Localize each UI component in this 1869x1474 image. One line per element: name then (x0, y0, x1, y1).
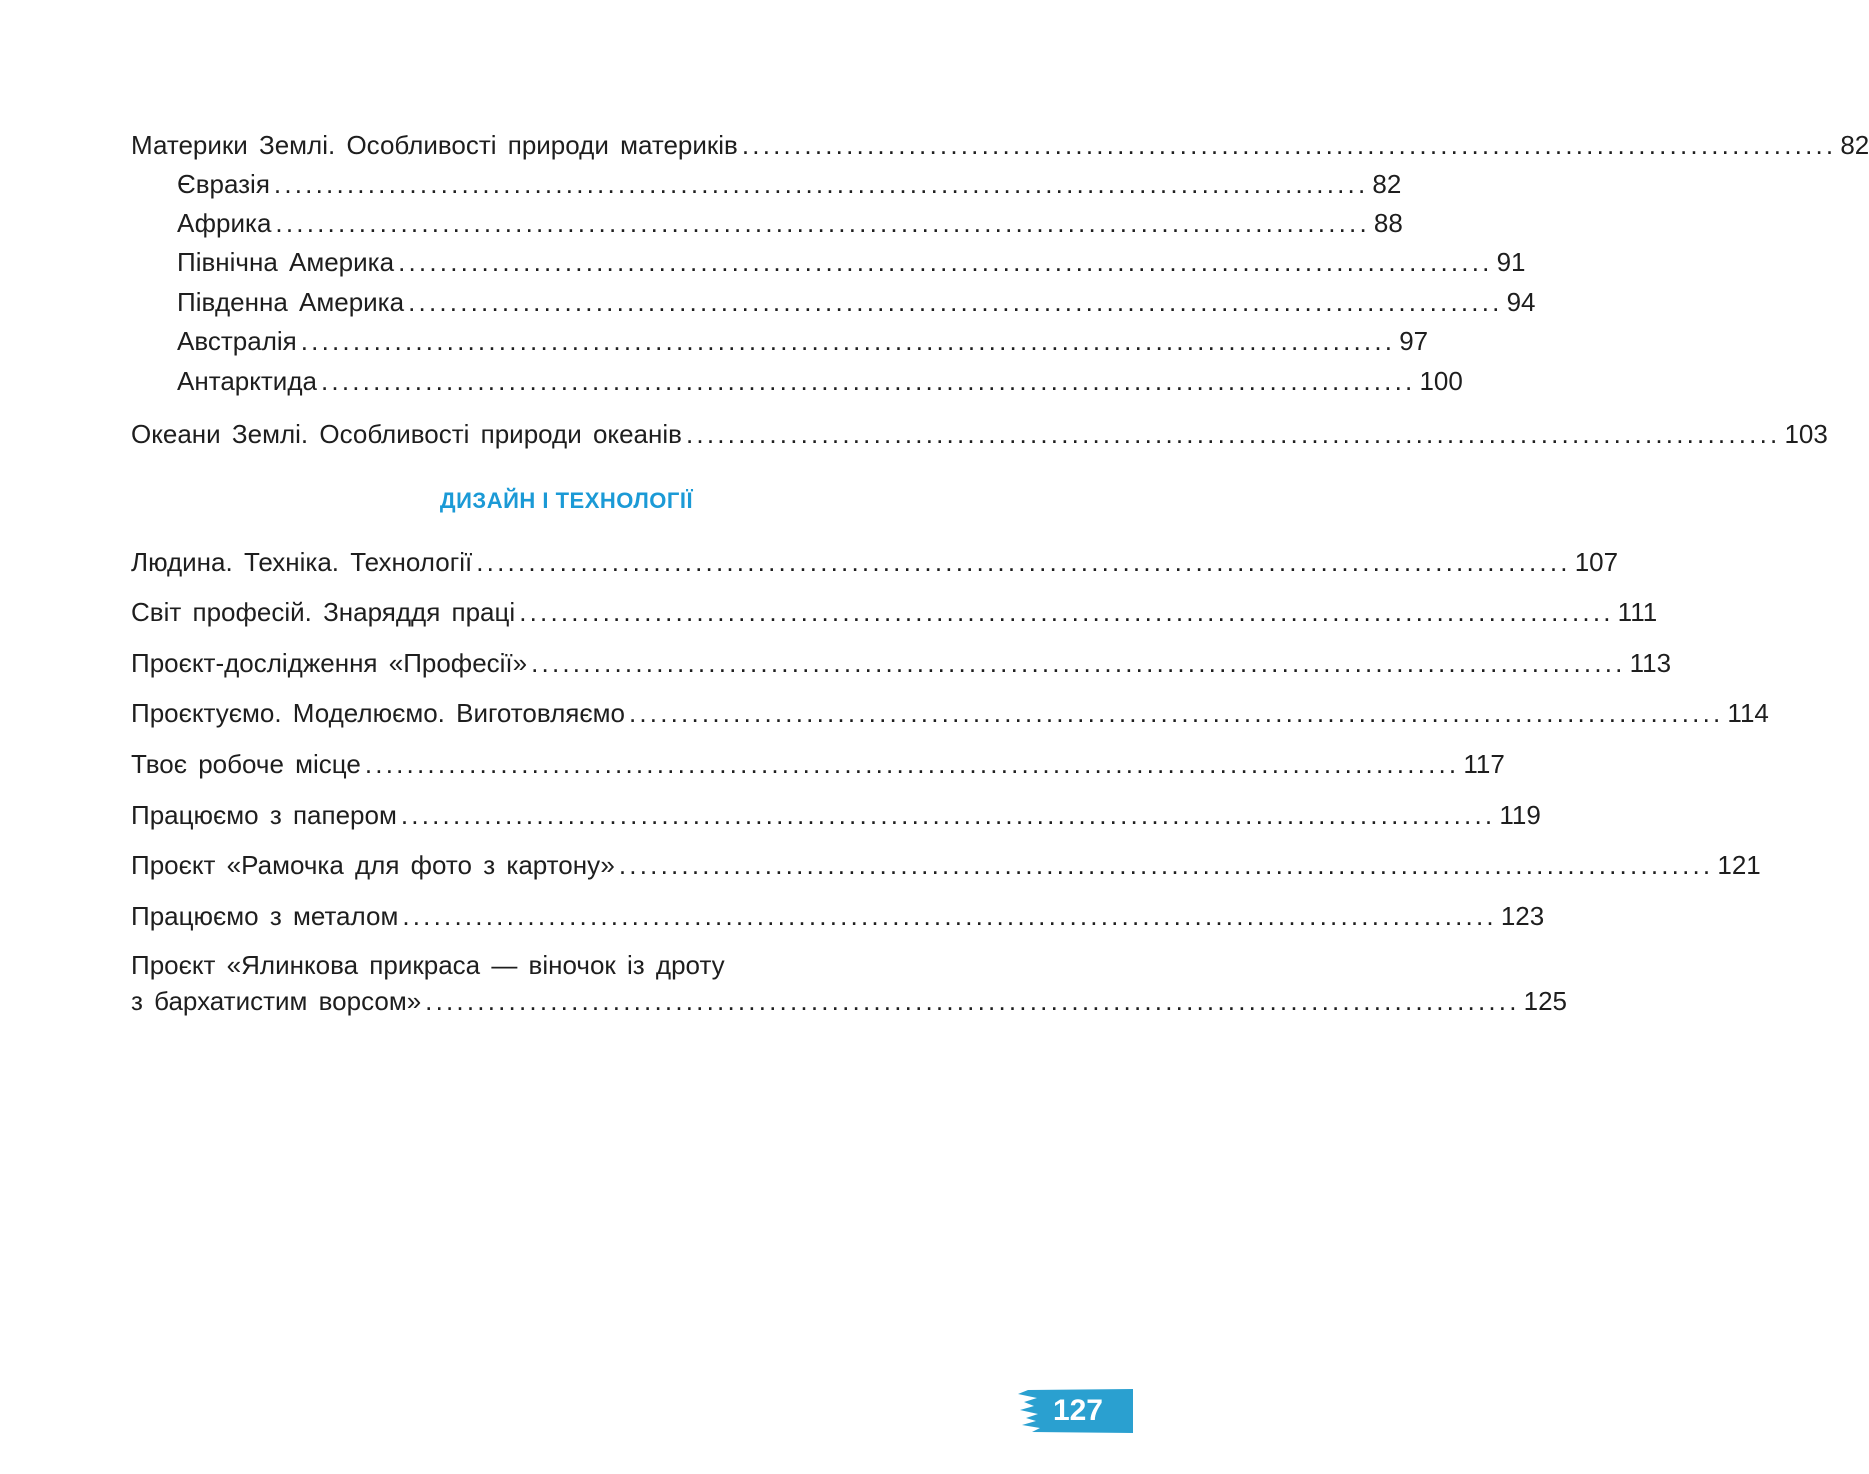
toc-entry-title: Працюємо з папером (131, 800, 397, 830)
toc-leader-dots: ......................................................................................................... (400, 800, 1496, 830)
toc-entry-page: 88 (1373, 208, 1403, 238)
toc-entry-title: з бархатистим ворсом» (131, 986, 422, 1016)
toc-entry-page: 100 (1419, 366, 1463, 396)
toc-entry[interactable] (131, 795, 1541, 831)
toc-leader-dots: ......................................................................................................... (425, 986, 1520, 1016)
toc-subentry[interactable] (177, 282, 1536, 318)
toc-leader-dots: ......................................................................................................... (618, 850, 1714, 880)
toc-leader-dots: ......................................................................................................... (402, 901, 1497, 931)
toc-leader-dots: ......................................................................................................... (685, 419, 1781, 449)
toc-leader-dots: ......................................................................................................... (320, 366, 1416, 396)
toc-subentry[interactable] (177, 321, 1429, 357)
toc-entry[interactable] (131, 414, 1828, 450)
toc-entry[interactable] (131, 896, 1545, 932)
toc-entry[interactable] (131, 125, 1869, 161)
toc-entry-page: 82 (1372, 169, 1402, 199)
toc-leader-dots: ......................................................................................................... (476, 547, 1571, 577)
toc-subentry[interactable] (177, 361, 1463, 397)
toc-entry-title: Твоє робоче місце (131, 749, 361, 779)
toc-entry-page: 113 (1629, 648, 1672, 678)
toc-entry-title: Австралія (177, 326, 297, 356)
toc-leader-dots: ......................................................................................................... (741, 130, 1837, 160)
toc-entry[interactable] (131, 845, 1761, 881)
toc-leader-dots: ......................................................................................................... (408, 287, 1503, 317)
toc-entry-page: 107 (1574, 547, 1619, 577)
section-heading: ДИЗАЙН І ТЕХНОЛОГІЇ (439, 488, 694, 513)
toc-leader-dots: ......................................................................................................... (398, 247, 1493, 277)
toc-entry[interactable] (131, 592, 1658, 628)
toc-entry-page: 121 (1717, 850, 1761, 880)
toc-entry-title: Проєктуємо. Моделюємо. Виготовляємо (131, 698, 625, 728)
toc-entry-page: 123 (1500, 901, 1545, 931)
page-number-badge (1018, 1388, 1133, 1434)
toc-entry[interactable] (131, 693, 1769, 729)
toc-entry[interactable] (131, 744, 1505, 780)
toc-entry-page: 111 (1617, 597, 1658, 627)
toc-entry[interactable] (131, 643, 1672, 679)
toc-subentry[interactable] (177, 203, 1403, 239)
toc-entry-page: 82 (1840, 130, 1869, 160)
toc-entry-title: Працюємо з металом (131, 901, 399, 931)
toc-entry-title: Проєкт-дослідження «Професії» (131, 648, 528, 678)
toc-leader-dots: ......................................................................................................... (519, 597, 1614, 627)
toc-entry-title: Світ професій. Знаряддя праці (131, 597, 516, 627)
toc-entry-title: Африка (177, 208, 272, 238)
toc-entry-page: 119 (1499, 800, 1541, 830)
toc-entry[interactable] (131, 542, 1619, 578)
toc-entry-title: Південна Америка (177, 287, 405, 317)
page-number: 127 (1052, 1394, 1103, 1427)
toc-leader-dots: ......................................................................................................... (364, 749, 1460, 779)
toc-entry-page: 114 (1727, 698, 1769, 728)
toc-entry-page: 125 (1523, 986, 1568, 1016)
toc-subentry[interactable] (177, 242, 1526, 278)
toc-entry-title: Проєкт «Рамочка для фото з картону» (131, 850, 615, 880)
toc-leader-dots: ......................................................................................................... (273, 169, 1369, 199)
toc-entry-title: Північна Америка (177, 247, 395, 277)
toc-entry-title: Антарктида (177, 366, 317, 396)
toc-entry-page: 103 (1784, 419, 1828, 449)
toc-entry-page: 117 (1463, 749, 1505, 779)
toc-leader-dots: ......................................................................................................... (275, 208, 1370, 238)
toc-entry-title: Океани Землі. Особливості природи океанів (131, 419, 682, 449)
toc-entry-page: 91 (1496, 247, 1526, 277)
toc-subentry[interactable] (177, 164, 1402, 200)
toc-leader-dots: ......................................................................................................... (300, 326, 1396, 356)
toc-entry[interactable] (131, 981, 1568, 1017)
toc-leader-dots: ......................................................................................................... (628, 698, 1724, 728)
toc-entry-title: Материки Землі. Особливості природи материків (131, 130, 738, 160)
toc-entry-page: 97 (1399, 326, 1429, 356)
toc-entry-title-line1[interactable]: Проєкт «Ялинкова прикраса — віночок із дроту (131, 950, 725, 980)
toc-leader-dots: ......................................................................................................... (531, 648, 1626, 678)
toc-entry-title: Євразія (177, 169, 270, 199)
toc-entry-page: 94 (1506, 287, 1536, 317)
toc-entry-title: Людина. Техніка. Технології (131, 547, 473, 577)
